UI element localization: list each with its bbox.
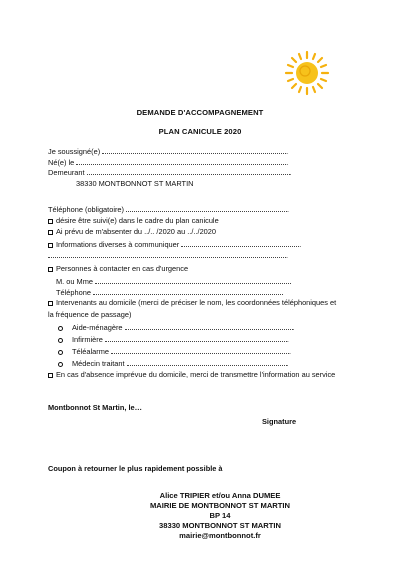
intervenants-intro-line1: Intervenants au domicile (merci de préciser le nom, les coordonnées téléphoniques et xyxy=(56,298,337,307)
checkbox-icon xyxy=(48,373,53,378)
document-title: DEMANDE D'ACCOMPAGNEMENT xyxy=(136,108,264,117)
field-end-period: . xyxy=(286,251,289,260)
intervenant-aide-menagere xyxy=(58,323,295,331)
contact-phone xyxy=(56,288,283,296)
address-line-contact: Alice TRIPIER et/ou Anna DUMEE xyxy=(159,491,281,500)
intervenant-line xyxy=(111,347,292,356)
field-end-period: . xyxy=(299,240,302,249)
field-telephone-label: Téléphone (obligatoire) xyxy=(48,205,125,214)
intervenant-label: Aide-ménagère xyxy=(72,323,123,332)
address-line-mairie: MAIRIE DE MONTBONNOT ST MARTIN xyxy=(149,501,291,510)
field-end-period: . xyxy=(289,168,292,177)
contacts-heading xyxy=(48,265,188,272)
intervenant-label: Infirmière xyxy=(72,335,103,344)
field-end-period: . xyxy=(286,147,289,156)
field-telephone xyxy=(48,205,289,213)
document-subtitle: PLAN CANICULE 2020 xyxy=(158,127,242,136)
intervenant-line xyxy=(105,335,287,342)
intervenant-medecin xyxy=(58,359,289,367)
sun-icon xyxy=(283,49,331,97)
option-infos-label: Informations diverses à communiquer xyxy=(56,240,180,249)
field-end-period: . xyxy=(288,347,292,356)
contact-phone-line xyxy=(93,288,283,295)
contact-phone-label: Téléphone xyxy=(56,288,91,297)
intervenants-intro-line2: la fréquence de passage) xyxy=(48,310,132,319)
contact-name xyxy=(56,277,291,285)
checkbox-icon xyxy=(48,243,53,248)
field-end-period: . xyxy=(286,335,289,344)
field-address xyxy=(48,168,292,176)
field-end-period: . xyxy=(286,158,289,167)
checkbox-icon xyxy=(48,267,53,272)
option-infos xyxy=(48,240,301,248)
circle-bullet-icon xyxy=(58,362,63,367)
extra-line-dots xyxy=(48,251,289,260)
field-soussigne xyxy=(48,147,288,155)
intervenant-line xyxy=(127,359,287,366)
circle-bullet-icon xyxy=(58,338,63,343)
contact-name-label: M. ou Mme xyxy=(56,277,93,286)
circle-bullet-icon xyxy=(58,326,63,331)
field-address-label: Demeurant xyxy=(48,168,85,177)
intervenant-telealarme xyxy=(58,347,291,355)
address-line-bp: BP 14 xyxy=(209,511,231,520)
intervenant-label: Téléalarme xyxy=(72,347,109,356)
intervenant-infirmiere xyxy=(58,335,289,343)
extra-line xyxy=(48,251,288,259)
intervenant-label: Médecin traitant xyxy=(72,359,125,368)
field-telephone-line xyxy=(126,205,290,214)
intervenants-intro xyxy=(48,299,336,306)
signature-label: Signature xyxy=(262,417,297,426)
checkbox-icon xyxy=(48,219,53,224)
circle-bullet-icon xyxy=(58,350,63,355)
address-line-city: 38330 MONTBONNOT ST MARTIN xyxy=(159,521,281,530)
option-absence-end: ../../2020 xyxy=(187,227,217,236)
field-address-line xyxy=(87,168,290,175)
absence-note-label: En cas d'absence imprévue du domicile, merci de transmettre l'information au service xyxy=(56,370,336,379)
contacts-heading-label: Personnes à contacter en cas d'urgence xyxy=(56,264,189,273)
coupon-text: Coupon à retourner le plus rapidement possible à xyxy=(48,464,223,473)
contact-name-line xyxy=(95,277,291,284)
field-soussigne-line xyxy=(102,147,289,156)
field-birthdate xyxy=(48,158,288,166)
address-line-email: mairie@montbonnot.fr xyxy=(179,531,261,540)
field-end-period: . xyxy=(292,323,295,332)
absence-note xyxy=(48,371,335,378)
address-city: 38330 MONTBONNOT ST MARTIN xyxy=(76,179,194,188)
option-infos-line xyxy=(181,240,302,249)
option-absence xyxy=(48,228,216,235)
intervenant-line xyxy=(125,323,293,330)
checkbox-icon xyxy=(48,301,53,306)
checkbox-icon xyxy=(48,230,53,235)
option-absence-start: Ai prévu de m'absenter du ../.. /2020 au xyxy=(56,227,186,236)
option-suivi-label: désire être suivi(e) dans le cadre du plan canicule xyxy=(56,216,219,225)
field-end-period: . xyxy=(287,205,290,214)
signature-place: Montbonnot St Martin, le… xyxy=(48,403,143,412)
field-end-period: . xyxy=(286,359,289,368)
field-birthdate-line xyxy=(76,158,289,167)
field-birthdate-label: Né(e) le xyxy=(48,158,75,167)
option-suivi xyxy=(48,217,219,224)
field-soussigne-label: Je soussigné(e) xyxy=(48,147,101,156)
